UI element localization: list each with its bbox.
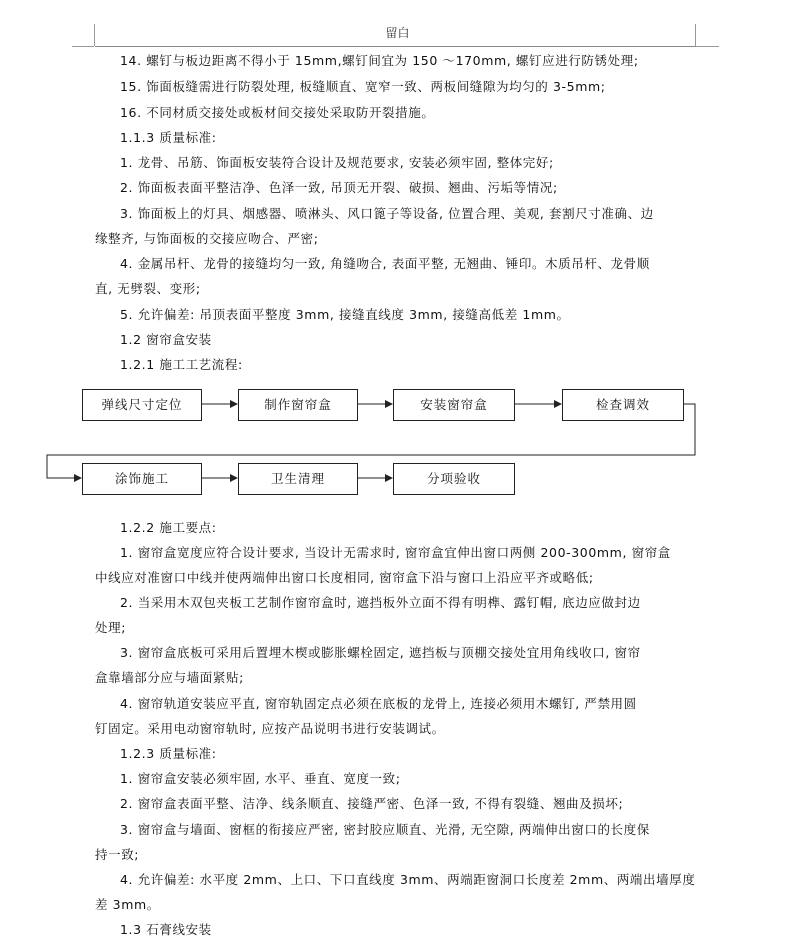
- flow-step-6: 卫生清理: [238, 463, 358, 495]
- paragraph-line: 持一致;: [95, 847, 140, 862]
- section-heading: 1.2.3 质量标准:: [120, 746, 217, 761]
- flow-step-3: 安装窗帘盒: [393, 389, 515, 421]
- paragraph-line: 4. 允许偏差: 水平度 2mm、上口、下口直线度 3mm、两端距窗洞口长度差 2mm、两端出墙厚度: [120, 872, 696, 887]
- paragraph-line: 1. 龙骨、吊筋、饰面板安装符合设计及规范要求, 安装必须牢固, 整体完好;: [120, 155, 554, 170]
- paragraph-line: 14. 螺钉与板边距离不得小于 15mm,螺钉间宜为 150 ～170mm, 螺钉应进行防锈处理;: [120, 53, 639, 68]
- flow-step-4: 检查调效: [562, 389, 684, 421]
- paragraph-line: 直, 无劈裂、变形;: [95, 281, 201, 296]
- paragraph-line: 缘整齐, 与饰面板的交接应吻合、严密;: [95, 231, 319, 246]
- paragraph-line: 2. 当采用木双包夹板工艺制作窗帘盒时, 遮挡板外立面不得有明榫、露钉帽, 底边应做封边: [120, 595, 641, 610]
- paragraph-line: 处理;: [95, 620, 127, 635]
- paragraph-line: 3. 窗帘盒底板可采用后置埋木楔或膨胀螺栓固定, 遮挡板与顶棚交接处宜用角线收口, 窗帘: [120, 645, 641, 660]
- header-title: 留白: [385, 26, 410, 40]
- paragraph-line: 1. 窗帘盒宽度应符合设计要求, 当设计无需求时, 窗帘盒宜伸出窗口两侧 200-300mm, 窗帘盒: [120, 545, 671, 560]
- paragraph-line: 2. 窗帘盒表面平整、洁净、线条顺直、接缝严密、色泽一致, 不得有裂缝、翘曲及损坏;: [120, 796, 624, 811]
- flow-step-7: 分项验收: [393, 463, 515, 495]
- paragraph-line: 1. 窗帘盒安装必须牢固, 水平、垂直、宽度一致;: [120, 771, 401, 786]
- flow-step-2: 制作窗帘盒: [238, 389, 358, 421]
- paragraph-line: 差 3mm。: [95, 897, 160, 912]
- flow-step-5: 涂饰施工: [82, 463, 202, 495]
- section-heading: 1.1.3 质量标准:: [120, 130, 217, 145]
- paragraph-line: 钉固定。采用电动窗帘轨时, 应按产品说明书进行安装调试。: [95, 721, 445, 736]
- corner-mark-right: [695, 24, 696, 46]
- paragraph-line: 15. 饰面板缝需进行防裂处理, 板缝顺直、宽窄一致、两板间缝隙为均匀的 3-5mm;: [120, 79, 606, 94]
- corner-mark-right-h: [695, 46, 719, 47]
- paragraph-line: 16. 不同材质交接处或板材间交接处采取防开裂措施。: [120, 105, 435, 120]
- paragraph-line: 中线应对准窗口中线并使两端伸出窗口长度相同, 窗帘盒下沿与窗口上沿应平齐或略低;: [95, 570, 594, 585]
- section-heading: 1.2.2 施工要点:: [120, 520, 217, 535]
- paragraph-line: 4. 窗帘轨道安装应平直, 窗帘轨固定点必须在底板的龙骨上, 连接必须用木螺钉, 严禁用圆: [120, 696, 637, 711]
- section-heading: 1.2.1 施工工艺流程:: [120, 357, 243, 372]
- paragraph-line: 4. 金属吊杆、龙骨的接缝均匀一致, 角缝吻合, 表面平整, 无翘曲、锤印。木质吊杆、龙骨顺: [120, 256, 650, 271]
- corner-mark-left: [94, 24, 95, 46]
- page-header: [0, 0, 795, 46]
- corner-mark-left-h: [72, 46, 94, 47]
- flow-step-1: 弹线尺寸定位: [82, 389, 202, 421]
- section-heading: 1.2 窗帘盒安装: [120, 332, 212, 347]
- paragraph-line: 2. 饰面板表面平整洁净、色泽一致, 吊顶无开裂、破损、翘曲、污垢等情况;: [120, 180, 558, 195]
- paragraph-line: 5. 允许偏差: 吊顶表面平整度 3mm, 接缝直线度 3mm, 接缝高低差 1mm。: [120, 307, 570, 322]
- paragraph-line: 盒靠墙部分应与墙面紧贴;: [95, 670, 244, 685]
- paragraph-line: 3. 窗帘盒与墙面、窗框的衔接应严密, 密封胶应顺直、光滑, 无空隙, 两端伸出窗口的长度保: [120, 822, 650, 837]
- header-rule: [95, 46, 695, 47]
- paragraph-line: 3. 饰面板上的灯具、烟感器、喷淋头、风口篦子等设备, 位置合理、美观, 套割尺寸准确、边: [120, 206, 654, 221]
- section-heading: 1.3 石膏线安装: [120, 922, 212, 937]
